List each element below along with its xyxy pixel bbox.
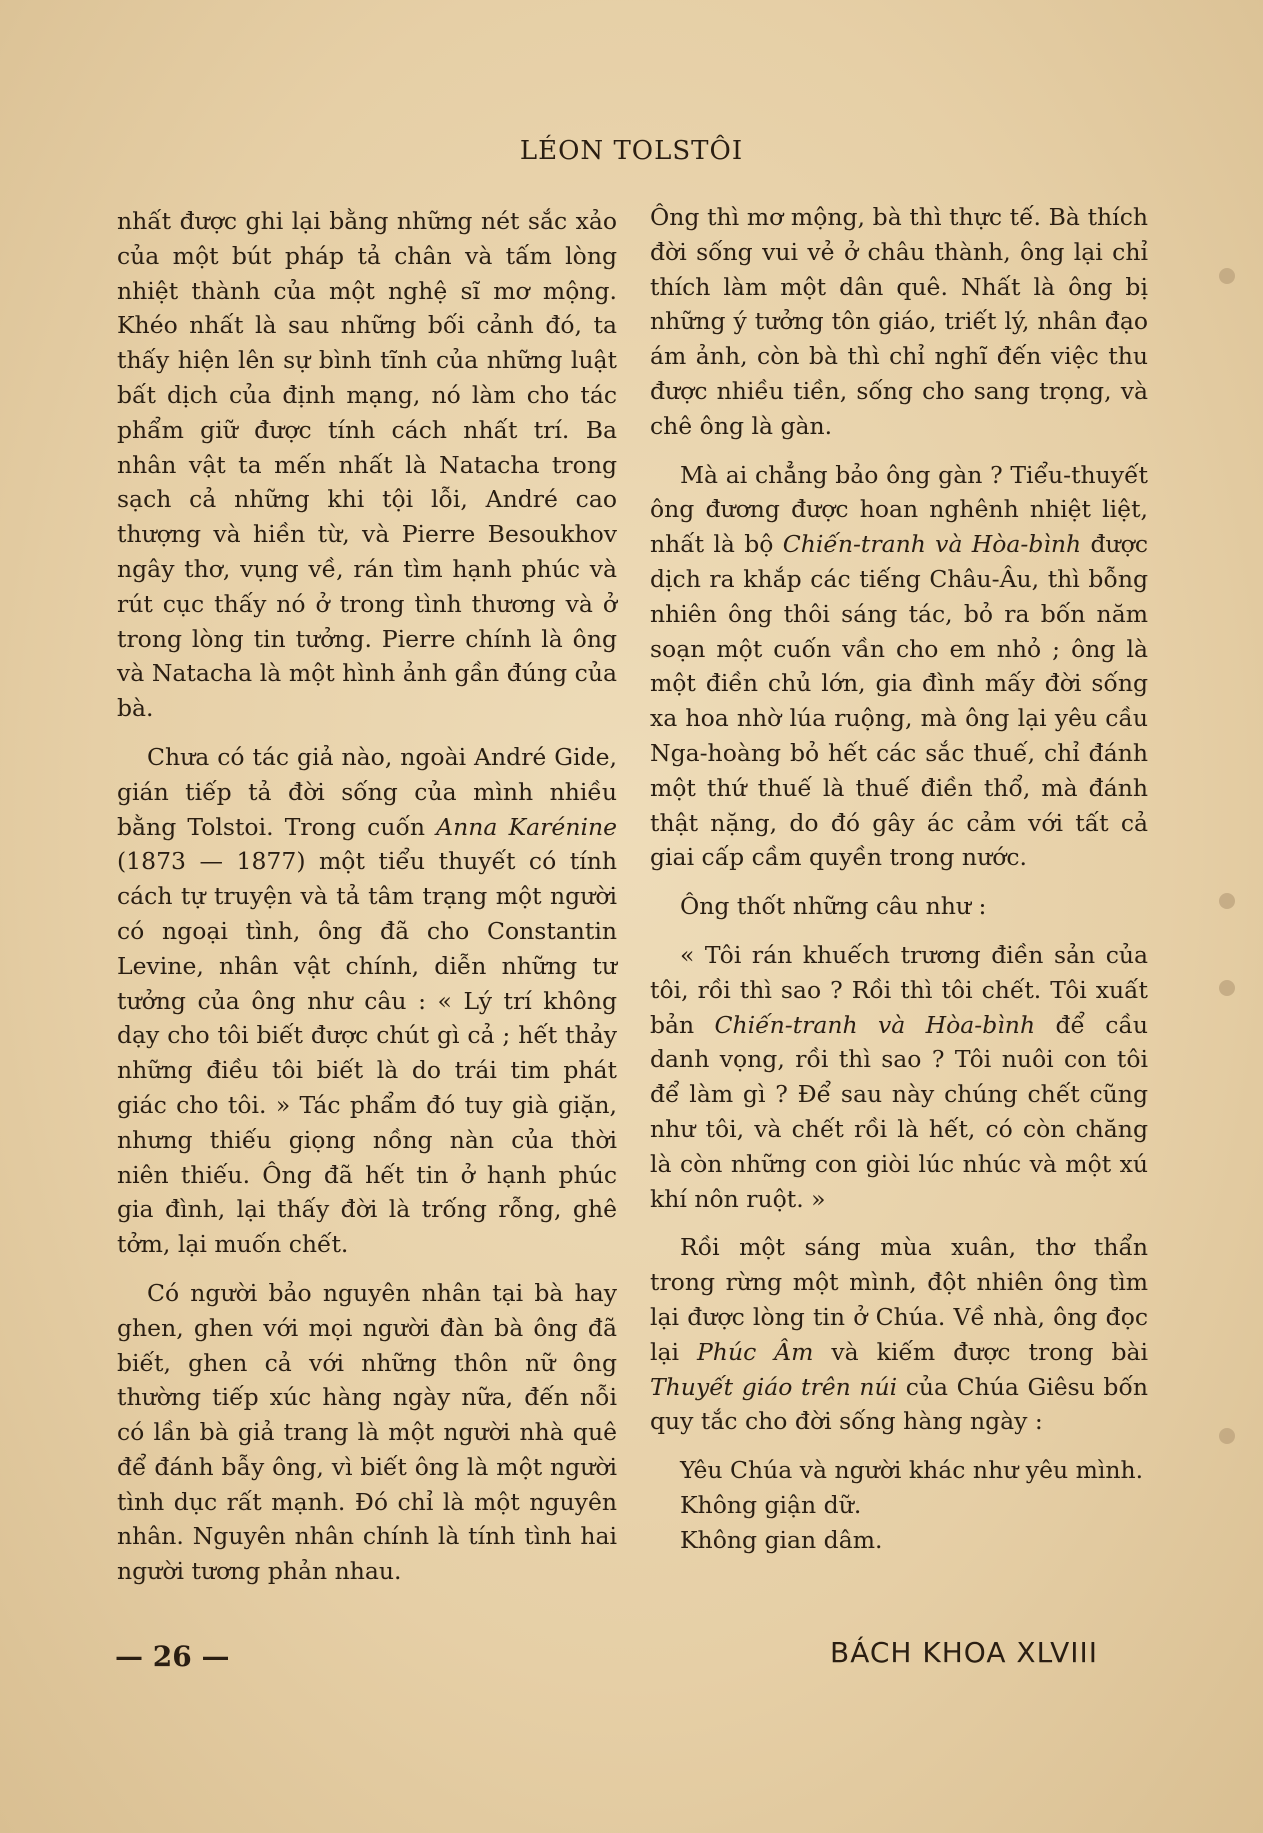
page-number: — 26 — <box>115 1640 230 1673</box>
running-title: LÉON TOLSTÔI <box>519 136 744 166</box>
text-run: và kiếm được trong bài <box>813 1337 1149 1366</box>
rule-item: Yêu Chúa và người khác như yêu mình. <box>680 1456 1144 1485</box>
binding-hole <box>1219 980 1235 996</box>
book-title: Phúc Âm <box>697 1337 814 1366</box>
text-run: để cầu danh vọng, rồi thì sao ? Tôi nuôi con tôi để làm gì ? Để sau này chúng chết cũng như tôi, và chết rồi là hết, có còn chăng là còn những con giòi lúc nhúc và một xú khí nôn ruột. » <box>650 1010 1148 1213</box>
right-column <box>650 200 1148 1557</box>
left-column <box>117 204 617 1603</box>
quotation <box>650 938 1148 1216</box>
paragraph: Ông thốt những câu như : <box>680 892 987 921</box>
book-title: Chiến-tranh và Hòa-bình <box>714 1010 1036 1039</box>
paragraph <box>650 1230 1148 1439</box>
rule-item: Không giận dữ. <box>680 1490 862 1519</box>
rule-item: Không gian dâm. <box>680 1525 883 1554</box>
book-title: Anna Karénine <box>436 812 618 841</box>
binding-hole <box>1219 893 1235 909</box>
text-run: được dịch ra khắp các tiếng Châu-Âu, thì bỗng nhiên ông thôi sáng tác, bỏ ra bốn năm soạn một cuốn vần cho em nhỏ ; ông là một điền chủ lớn, gia đình mấy đời sống xa hoa nhờ lúa ruộng, mà ông lại yêu cầu Nga-hoàng bỏ hết các sắc thuế, chỉ đánh một thứ thuế là thuế điền thổ, mà đánh thật nặng, do đó gây ác cảm với tất cả giai cấp cầm quyền trong nước. <box>650 530 1148 872</box>
text-run: của Chúa Giêsu bốn quy tắc cho đời sống hàng ngày : <box>650 1372 1148 1436</box>
paragraph: Ông thì mơ mộng, bà thì thực tế. Bà thích đời sống vui vẻ ở châu thành, ông lại chỉ thích làm một dân quê. Nhất là ông bị những ý tưởng tôn giáo, triết lý, nhân đạo ám ảnh, còn bà thì chỉ nghĩ đến việc thu được nhiều tiền, sống cho sang trọng, và chê ông là gàn. <box>650 203 1148 440</box>
binding-hole <box>1219 268 1235 284</box>
paragraph: Có người bảo nguyên nhân tại bà hay ghen, ghen với mọi người đàn bà ông đã biết, ghen cả với những thôn nữ ông thường tiếp xúc hàng ngày nữa, đến nỗi có lần bà giả trang là một người nhà quê để đánh bẫy ông, vì biết ông là một người tình dục rất mạnh. Đó chỉ là một nguyên nhân. Nguyên nhân chính là tính tình hai người tương phản nhau. <box>117 1278 617 1586</box>
binding-hole <box>1219 1428 1235 1444</box>
text-run: (1873 — 1877) một tiểu thuyết có tính cách tự truyện và tả tâm trạng một người có ngoại tình, ông đã cho Constantin Levine, nhân vật chính, diễn những tư tưởng của ông như câu : « Lý trí không dạy cho tôi biết được chút gì cả ; hết thảy những điều tôi biết là do trái tim phát giác cho tôi. » Tác phẩm đó tuy già giặn, nhưng thiếu giọng nồng nàn của thời niên thiếu. Ông đã hết tin ở hạnh phúc gia đình, lại thấy đời là trống rỗng, ghê tởm, lại muốn chết. <box>117 847 617 1259</box>
text-run: Mà ai chẳng bảo ông gàn ? Tiểu-thuyết ông đương được hoan nghênh nhiệt liệt, nhất là bộ <box>650 460 1148 559</box>
paragraph <box>117 740 617 1262</box>
text-run: Chưa có tác giả nào, ngoài André Gide, gián tiếp tả đời sống của mình nhiều bằng Tolstoi. Trong cuốn <box>117 742 617 841</box>
paragraph <box>650 458 1148 876</box>
book-title: Thuyết giáo trên núi <box>650 1372 898 1401</box>
book-title: Chiến-tranh và Hòa-bình <box>782 530 1082 559</box>
publication-name: BÁCH KHOA XLVIII <box>830 1636 1099 1669</box>
paragraph: nhất được ghi lại bằng những nét sắc xảo của một bút pháp tả chân và tấm lòng nhiệt thành của một nghệ sĩ mơ mộng. Khéo nhất là sau những bối cảnh đó, ta thấy hiện lên sự bình tĩnh của những luật bất dịch của định mạng, nó làm cho tác phẩm giữ được tính cách nhất trí. Ba nhân vật ta mến nhất là Natacha trong sạch cả những khi tội lỗi, André cao thượng và hiền từ, và Pierre Besoukhov ngây thơ, vụng về, rán tìm hạnh phúc và rút cục thấy nó ở trong tình thương và ở trong lòng tin tưởng. Pierre chính là ông và Natacha là một hình ảnh gần đúng của bà. <box>117 207 617 723</box>
text-run: « Tôi rán khuếch trương điền sản của tôi, rồi thì sao ? Rồi thì tôi chết. Tôi xuất bản <box>650 940 1148 1039</box>
text-run: Rồi một sáng mùa xuân, thơ thẩn trong rừng một mình, đột nhiên ông tìm lại được lòng tin ở Chúa. Về nhà, ông đọc lại <box>650 1233 1148 1366</box>
